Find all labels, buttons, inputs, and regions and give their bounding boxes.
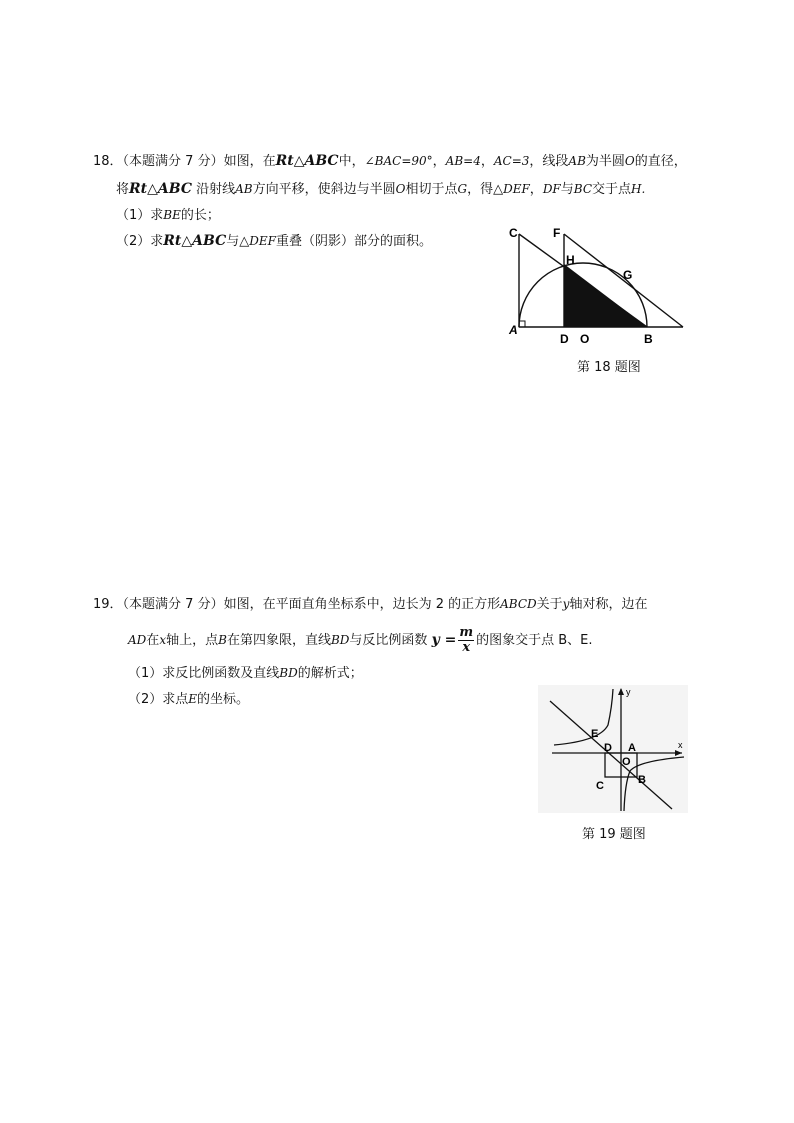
q18-label-d: D [560,332,569,346]
q19-y-equals: y = [431,632,457,648]
q19-text: 关于 [536,597,563,612]
q19-label-y: y [626,687,631,697]
q19-y: y [562,597,570,611]
q18-right-angle-mark [519,321,525,327]
q19-label-a: A [628,742,636,754]
q19-text: 在第四象限，直线 [226,633,331,648]
q18-label-o: O [580,332,590,346]
q18-text: 重叠（阴影）部分的面积。 [275,234,432,249]
q18-text: （1）求 [116,208,164,223]
q18-text: ， [480,154,494,169]
q18-ab: AB=4 [445,154,481,168]
q18-o: O [624,154,635,168]
q18-rt-abc-2: Rt△ABC [129,181,192,197]
q18-text: 相切于点 [405,182,458,197]
q19-score: （本题满分 7 分） [122,597,224,612]
q19-line-2 [128,624,592,657]
q19-part-2 [128,690,249,709]
q18-angle: ∠BAC=90° [364,154,433,168]
q19-e: E [188,692,198,706]
q19-label-e: E [591,728,599,740]
q18-line-1 [93,152,687,171]
q18-label-b: B [644,332,653,346]
q18-text: 方向平移，使斜边与半圆 [252,182,396,197]
q19-y-arrow [618,688,624,695]
q18-caption: 第 18 题图 [577,360,641,375]
q18-bc: BC [573,182,593,196]
q19-label-c: C [596,780,604,792]
q18-rt-abc: Rt△ABC [275,153,339,169]
q18-text: 的直径， [634,154,687,169]
q18-text: 交于点 [592,182,632,197]
q18-text: （2）求 [116,234,164,249]
q18-text: ，线段 [529,154,569,169]
q18-text: 中， [338,154,365,169]
q18-text: 将 [116,182,130,197]
q18-label-g: G [623,268,633,282]
q18-label-h: H [566,253,575,267]
q19-label-b: B [638,774,646,786]
q19-fraction [458,626,474,655]
q18-df: DF [542,182,561,196]
q19-text: 轴对称，边在 [569,597,648,612]
q18-text: ，得△ [467,182,504,197]
q19-part-1 [128,664,363,683]
q19-label-x: x [678,740,683,750]
q18-part-2 [116,232,432,251]
q19-text: 的坐标。 [197,692,250,707]
q19-ad: AD [128,633,147,647]
q18-number: 18． [93,154,123,169]
q19-text: 如图，在平面直角坐标系中，边长为 2 的正方形 [223,597,501,612]
q19-text: 的解析式； [297,666,363,681]
q19-bd: BD [330,633,350,647]
q18-ac: AC=3 [493,154,530,168]
q19-text: （1）求反比例函数及直线 [128,666,280,681]
q19-figure [538,685,688,813]
q18-figure [505,224,695,349]
q19-text: 的图象交于点 B、E. [476,633,593,648]
q19-text: 轴上，点 [166,633,219,648]
q18-text: ， [529,182,543,197]
q19-b: B [218,633,227,647]
q18-text: 为半圆 [585,154,625,169]
q19-bd-2: BD [279,666,298,680]
q18-label-f: F [553,226,561,240]
q18-def: DEF [503,182,530,196]
q18-label-a: A [509,323,518,337]
q18-ab-seg: AB [568,154,586,168]
q19-x-arrow [675,750,682,756]
q19-caption: 第 19 题图 [582,827,646,842]
q19-line-1 [93,595,647,614]
q18-def-2: DEF [249,234,276,248]
q18-text: ， [432,154,446,169]
q18-ab-2: AB [235,182,253,196]
q19-text: 在 [146,633,160,648]
q18-text: 如图，在 [223,154,276,169]
q19-number: 19． [93,597,123,612]
q19-label-o: O [622,756,631,768]
q18-score: （本题满分 7 分） [122,154,224,169]
q18-rt-abc-3: Rt△ABC [163,233,227,249]
q18-be: BE [163,208,181,222]
q18-line-2 [116,180,645,199]
q18-g: G [457,182,468,196]
q18-o-2: O [395,182,406,196]
q19-abcd: ABCD [500,597,537,611]
q19-denominator: x [462,640,471,655]
q19-x: x [159,633,167,647]
q18-text: 的长； [180,208,220,223]
q19-text: 与反比例函数 [349,633,428,648]
q19-hyperbola-right [624,757,684,811]
q19-label-d: D [604,742,612,754]
q18-label-c: C [509,226,518,240]
q19-text: （2）求点 [128,692,189,707]
q19-numerator: m [459,625,474,640]
q18-text: 与△ [226,234,250,249]
q19-line-bd [550,701,672,809]
q18-text: 与 [560,182,574,197]
q18-text: 沿射线 [191,182,236,197]
q18-part-1 [116,206,220,225]
q18-h: H. [631,182,646,196]
q19-hyperbola-left [554,689,613,745]
